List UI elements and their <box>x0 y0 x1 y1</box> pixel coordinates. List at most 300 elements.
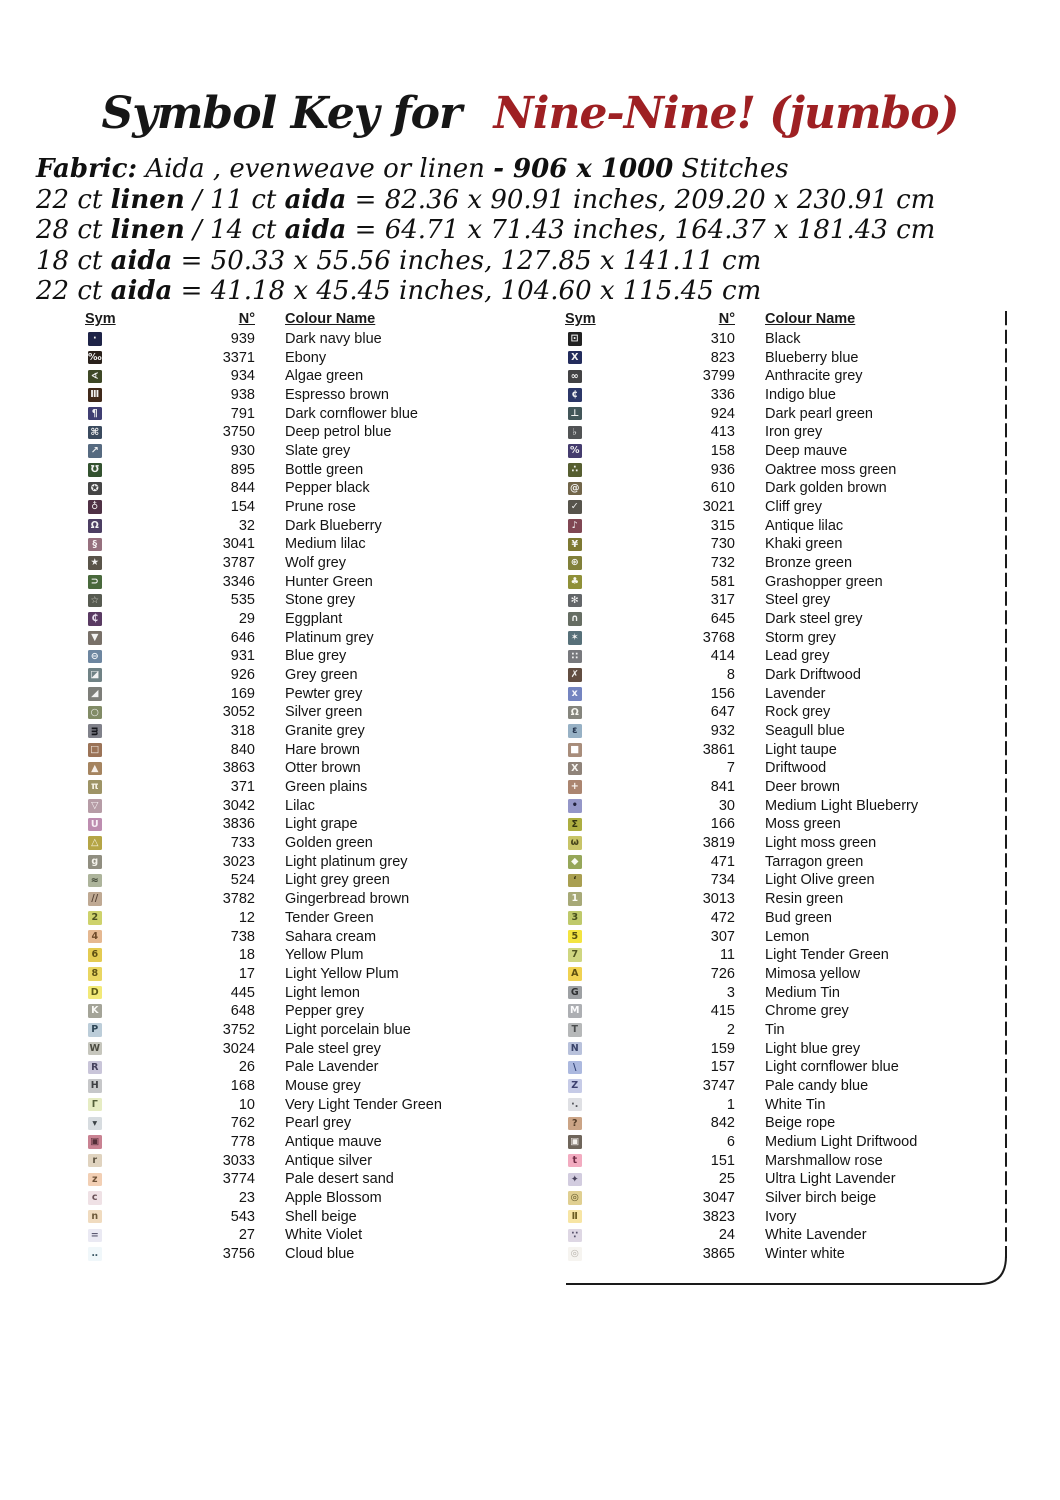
symbol-swatch: □ <box>88 743 102 757</box>
table-row <box>565 722 1025 741</box>
color-name: Medium lilac <box>285 536 366 553</box>
table-row <box>85 1021 545 1040</box>
table-row <box>85 1058 545 1077</box>
col-header-number: N° <box>238 311 255 327</box>
color-number: 3756 <box>222 1245 255 1262</box>
table-row <box>85 1245 545 1264</box>
symbol-swatch: ¢ <box>568 388 582 402</box>
table-row <box>565 834 1025 853</box>
fabric-text: = 64.71 x 71.43 inches, 164.37 x 181.43 cm <box>346 215 936 246</box>
color-name: Antique lilac <box>765 517 844 534</box>
color-number: 840 <box>230 741 255 758</box>
fabric-text-bold: Fabric: <box>36 154 138 184</box>
symbol-swatch: ¶ <box>88 407 102 421</box>
color-name: Tin <box>765 1021 785 1038</box>
color-name: Sahara cream <box>285 928 377 945</box>
symbol-swatch: ᴟ <box>88 724 102 738</box>
color-number: 10 <box>238 1096 255 1113</box>
color-number: 168 <box>230 1077 255 1094</box>
symbol-swatch: ♣ <box>568 575 582 589</box>
table-row <box>565 778 1025 797</box>
color-name: Gingerbread brown <box>285 891 410 908</box>
symbol-swatch: ℧ <box>88 463 102 477</box>
table-row <box>85 479 545 498</box>
symbol-swatch: ★ <box>88 556 102 570</box>
color-number: 3023 <box>222 853 255 870</box>
color-number: 535 <box>230 592 255 609</box>
color-name: Otter brown <box>285 760 361 777</box>
symbol-swatch: 6 <box>88 948 102 962</box>
color-name: Very Light Tender Green <box>285 1096 442 1113</box>
symbol-swatch: ▽ <box>88 799 102 813</box>
table-row <box>565 666 1025 685</box>
color-name: Espresso brown <box>285 387 389 404</box>
symbol-swatch: + <box>568 780 582 794</box>
color-number: 310 <box>710 331 735 347</box>
table-row <box>565 647 1025 666</box>
table-row <box>565 517 1025 536</box>
symbol-swatch: ○ <box>88 706 102 720</box>
col-header-sym: Sym <box>85 311 116 327</box>
table-row <box>85 834 545 853</box>
color-number: 581 <box>710 573 735 590</box>
symbol-swatch: ‥ <box>88 1247 102 1261</box>
color-number: 931 <box>230 648 255 665</box>
symbol-swatch: % <box>569 445 580 457</box>
color-number: 371 <box>230 779 255 796</box>
color-name: Wolf grey <box>285 555 346 572</box>
table-row <box>85 1208 545 1227</box>
color-name: White Lavender <box>765 1227 867 1244</box>
color-number: 932 <box>710 723 735 740</box>
color-name: Silver green <box>285 704 363 721</box>
table-row <box>565 1096 1025 1115</box>
color-number: 934 <box>230 368 255 385</box>
symbol-swatch: Z <box>568 1079 582 1093</box>
color-number: 926 <box>230 667 255 684</box>
table-row <box>85 722 545 741</box>
table-row <box>85 330 545 349</box>
color-name: Shell beige <box>285 1208 357 1225</box>
color-name: Pale candy blue <box>765 1077 869 1094</box>
table-row <box>85 703 545 722</box>
color-number: 3819 <box>702 835 735 852</box>
table-row <box>85 1002 545 1021</box>
color-number: 738 <box>230 928 255 945</box>
color-name: Platinum grey <box>285 629 374 646</box>
color-name: Granite grey <box>285 723 365 740</box>
symbol-swatch: N <box>568 1042 582 1056</box>
table-row <box>565 629 1025 648</box>
color-number: 318 <box>230 723 255 740</box>
col-header-number: N° <box>718 311 735 327</box>
color-number: 158 <box>710 443 735 460</box>
table-row <box>85 1152 545 1171</box>
color-name: Prune rose <box>285 499 356 516</box>
table-row <box>565 554 1025 573</box>
symbol-swatch: ∴ <box>568 463 582 477</box>
table-row <box>565 928 1025 947</box>
color-number: 3013 <box>702 891 735 908</box>
color-name: Bottle green <box>285 461 364 478</box>
color-number: 11 <box>719 947 735 964</box>
symbol-swatch: ◎ <box>568 1191 582 1205</box>
color-number: 154 <box>230 499 255 516</box>
color-name: Medium Light Driftwood <box>765 1133 918 1150</box>
table-row <box>85 946 545 965</box>
symbol-swatch: 5 <box>568 930 582 944</box>
color-number: 26 <box>238 1059 255 1076</box>
symbol-swatch: ✗ <box>568 668 582 682</box>
fabric-text: Aida , evenweave or linen <box>137 154 494 184</box>
color-name: Antique silver <box>285 1152 373 1169</box>
table-header-left <box>85 311 545 330</box>
table-row <box>85 1077 545 1096</box>
color-name: Stone grey <box>285 592 356 609</box>
table-row <box>565 965 1025 984</box>
color-name: White Tin <box>765 1096 826 1113</box>
color-number: 336 <box>710 387 735 404</box>
symbol-swatch: c <box>88 1191 102 1205</box>
color-name: Lead grey <box>765 648 830 665</box>
color-number: 2 <box>726 1021 735 1038</box>
color-name: Lavender <box>765 685 826 702</box>
symbol-swatch: ¥ <box>568 538 582 552</box>
table-row <box>85 984 545 1003</box>
color-name: Tarragon green <box>765 853 864 870</box>
color-number: 23 <box>238 1189 255 1206</box>
color-name: Dark golden brown <box>765 480 887 497</box>
color-number: 3371 <box>222 349 255 366</box>
symbol-swatch: ∩ <box>568 612 582 626</box>
table-row <box>565 741 1025 760</box>
color-name: Ivory <box>765 1208 797 1225</box>
table-row <box>565 1002 1025 1021</box>
color-number: 3836 <box>222 816 255 833</box>
color-number: 762 <box>230 1115 255 1132</box>
symbol-swatch: ·. <box>568 1098 582 1112</box>
color-name: Algae green <box>285 368 364 385</box>
color-number: 823 <box>710 349 735 366</box>
page-title-name: Nine-Nine! (jumbo) <box>493 88 959 139</box>
symbol-swatch: π <box>88 780 102 794</box>
table-row <box>565 535 1025 554</box>
color-name: Dark navy blue <box>285 331 382 347</box>
table-row <box>565 405 1025 424</box>
fabric-text: = 50.33 x 55.56 inches, 127.85 x 141.11 cm <box>172 245 762 276</box>
color-name: Light taupe <box>765 741 837 758</box>
color-number: 3782 <box>222 891 255 908</box>
table-row <box>85 1114 545 1133</box>
table-row <box>565 890 1025 909</box>
fabric-text-bold: - 906 x 1000 <box>493 154 674 184</box>
symbol-table-right <box>565 311 1025 1264</box>
symbol-swatch: X <box>568 351 582 365</box>
table-row <box>565 703 1025 722</box>
color-name: Hunter Green <box>285 573 373 590</box>
symbol-swatch: x <box>568 687 582 701</box>
table-row <box>565 815 1025 834</box>
symbol-swatch: ε <box>568 724 582 738</box>
table-row <box>85 367 545 386</box>
color-number: 445 <box>230 984 255 1001</box>
symbol-swatch: ■ <box>568 743 582 757</box>
color-number: 166 <box>710 816 735 833</box>
table-row <box>565 498 1025 517</box>
color-name: Pepper black <box>285 480 370 497</box>
table-row <box>85 498 545 517</box>
table-row <box>565 1170 1025 1189</box>
color-number: 3774 <box>222 1171 255 1188</box>
table-row <box>565 1245 1025 1264</box>
color-name: Hare brown <box>285 741 360 758</box>
color-name: Blue grey <box>285 648 347 665</box>
symbol-swatch: g <box>88 855 102 869</box>
symbol-swatch: ω <box>568 836 582 850</box>
color-number: 3865 <box>702 1245 735 1262</box>
color-number: 3042 <box>222 797 255 814</box>
fabric-text: = 41.18 x 45.45 inches, 104.60 x 115.45 cm <box>172 276 762 307</box>
symbol-swatch: // <box>88 892 102 906</box>
color-number: 6 <box>726 1133 735 1150</box>
color-name: Moss green <box>765 816 841 833</box>
table-row <box>85 1226 545 1245</box>
color-number: 844 <box>230 480 255 497</box>
color-number: 415 <box>710 1003 735 1020</box>
symbol-swatch: U <box>88 818 102 832</box>
symbol-swatch: W <box>89 1042 100 1054</box>
symbol-swatch: t <box>568 1154 582 1168</box>
color-number: 413 <box>710 424 735 441</box>
table-row <box>565 797 1025 816</box>
symbol-swatch: • <box>568 799 582 813</box>
color-name: Antique mauve <box>285 1133 382 1150</box>
color-number: 471 <box>710 853 735 870</box>
color-number: 930 <box>230 443 255 460</box>
color-name: White Violet <box>285 1227 363 1244</box>
table-row <box>85 1133 545 1152</box>
color-number: 3021 <box>702 499 735 516</box>
color-name: Light porcelain blue <box>285 1021 411 1038</box>
table-row <box>85 778 545 797</box>
color-number: 472 <box>710 909 735 926</box>
symbol-swatch: ≈ <box>88 874 102 888</box>
table-row <box>85 647 545 666</box>
color-name: Ebony <box>285 349 327 366</box>
color-name: Cliff grey <box>765 499 822 516</box>
color-number: 317 <box>710 592 735 609</box>
symbol-swatch: ∷ <box>568 650 582 664</box>
table-row <box>565 1208 1025 1227</box>
table-row <box>565 610 1025 629</box>
color-name: Yellow Plum <box>285 947 364 964</box>
color-name: Pewter grey <box>285 685 363 702</box>
color-name: Black <box>765 331 801 347</box>
color-number: 3787 <box>222 555 255 572</box>
color-name: Bud green <box>765 909 832 926</box>
table-row <box>85 573 545 592</box>
table-row <box>85 386 545 405</box>
table-row <box>565 853 1025 872</box>
color-number: 3747 <box>702 1077 735 1094</box>
table-row <box>85 666 545 685</box>
color-name: Cloud blue <box>285 1245 355 1262</box>
color-number: 17 <box>238 965 255 982</box>
color-number: 647 <box>710 704 735 721</box>
color-number: 3863 <box>222 760 255 777</box>
symbol-swatch: M <box>568 1004 582 1018</box>
page-title <box>0 88 1060 139</box>
table-row <box>85 1096 545 1115</box>
color-number: 27 <box>238 1227 255 1244</box>
symbol-swatch: 7 <box>568 948 582 962</box>
symbol-swatch: ‰ <box>88 351 102 363</box>
color-number: 791 <box>230 405 255 422</box>
color-name: Pale desert sand <box>285 1171 394 1188</box>
symbol-swatch: A <box>568 967 582 981</box>
table-row <box>85 442 545 461</box>
symbol-swatch: n <box>88 1210 102 1224</box>
color-name: Anthracite grey <box>765 368 863 385</box>
fabric-text-bold: linen <box>110 215 185 246</box>
color-name: Dark steel grey <box>765 611 863 628</box>
symbol-swatch: Γ <box>88 1098 102 1112</box>
color-number: 778 <box>230 1133 255 1150</box>
symbol-swatch: P <box>88 1023 102 1037</box>
color-number: 3768 <box>702 629 735 646</box>
table-row <box>565 946 1025 965</box>
table-row <box>85 853 545 872</box>
color-name: Light grape <box>285 816 358 833</box>
symbol-swatch: ◎ <box>568 1247 582 1261</box>
symbol-swatch: ✪ <box>88 482 102 496</box>
color-name: Deer brown <box>765 779 840 796</box>
table-row <box>85 815 545 834</box>
color-name: Light Tender Green <box>765 947 889 964</box>
table-row <box>85 1189 545 1208</box>
fabric-line <box>36 215 936 246</box>
table-row <box>85 591 545 610</box>
color-name: Bronze green <box>765 555 853 572</box>
color-name: Khaki green <box>765 536 843 553</box>
color-number: 610 <box>710 480 735 497</box>
color-number: 939 <box>230 331 255 347</box>
color-name: Eggplant <box>285 611 343 628</box>
color-name: Storm grey <box>765 629 836 646</box>
table-row <box>565 423 1025 442</box>
table-row <box>565 479 1025 498</box>
color-number: 25 <box>718 1171 735 1188</box>
symbol-swatch: z <box>88 1173 102 1187</box>
color-number: 938 <box>230 387 255 404</box>
color-number: 543 <box>230 1208 255 1225</box>
color-name: Pale Lavender <box>285 1059 379 1076</box>
table-row <box>565 984 1025 1003</box>
fabric-text: / 11 ct <box>184 184 285 215</box>
symbol-swatch: ▲ <box>88 762 102 776</box>
color-name: Medium Tin <box>765 984 840 1001</box>
color-name: Indigo blue <box>765 387 836 404</box>
color-number: 3861 <box>702 741 735 758</box>
symbol-swatch: R <box>88 1061 102 1075</box>
fabric-text-bold: aida <box>284 215 347 246</box>
color-name: Pearl grey <box>285 1115 352 1132</box>
fabric-text: 22 ct <box>36 184 111 215</box>
color-number: 524 <box>230 872 255 889</box>
color-number: 3041 <box>222 536 255 553</box>
symbol-swatch: 2 <box>88 911 102 925</box>
table-row <box>85 928 545 947</box>
table-body-left <box>85 330 545 1264</box>
col-header-colour-name: Colour Name <box>765 311 856 327</box>
fabric-text-bold: linen <box>110 184 185 215</box>
fabric-line <box>36 246 936 277</box>
color-number: 3799 <box>702 368 735 385</box>
color-number: 648 <box>230 1003 255 1020</box>
symbol-swatch: G <box>568 986 582 1000</box>
symbol-swatch: ∵ <box>568 1229 582 1243</box>
color-number: 3823 <box>702 1208 735 1225</box>
table-row <box>85 965 545 984</box>
color-name: Silver birch beige <box>765 1189 877 1206</box>
fabric-text: Stitches <box>673 154 789 184</box>
color-name: Dark cornflower blue <box>285 405 418 422</box>
color-name: Driftwood <box>765 760 827 777</box>
color-number: 3024 <box>222 1040 255 1057</box>
symbol-swatch: ⊃ <box>88 575 102 589</box>
color-name: Resin green <box>765 891 844 908</box>
color-number: 159 <box>710 1040 735 1057</box>
symbol-swatch: ⊛ <box>568 556 582 570</box>
table-row <box>565 1058 1025 1077</box>
color-number: 32 <box>238 517 255 534</box>
color-number: 842 <box>710 1115 735 1132</box>
color-number: 726 <box>710 965 735 982</box>
table-row <box>565 1152 1025 1171</box>
color-number: 936 <box>710 461 735 478</box>
color-number: 733 <box>230 835 255 852</box>
color-number: 1 <box>726 1096 735 1113</box>
color-number: 307 <box>710 928 735 945</box>
symbol-swatch: △ <box>88 836 102 850</box>
symbol-swatch: ▾ <box>88 1117 102 1131</box>
symbol-swatch: = <box>88 1229 102 1243</box>
symbol-swatch: ✦ <box>568 1173 582 1187</box>
symbol-swatch: ✶ <box>568 631 582 645</box>
color-number: 315 <box>710 517 735 534</box>
symbol-swatch: H <box>88 1079 102 1093</box>
color-name: Steel grey <box>765 592 831 609</box>
table-row <box>565 759 1025 778</box>
symbol-swatch: ✓ <box>568 500 582 514</box>
color-name: Apple Blossom <box>285 1189 382 1206</box>
table-row <box>565 1133 1025 1152</box>
fabric-text-bold: aida <box>110 276 173 307</box>
fabric-line <box>36 154 936 185</box>
fabric-line <box>36 185 936 216</box>
color-name: Grashopper green <box>765 573 883 590</box>
table-row <box>85 461 545 480</box>
color-name: Slate grey <box>285 443 351 460</box>
symbol-swatch: ♪ <box>568 519 582 533</box>
symbol-swatch: ♁ <box>88 500 102 514</box>
color-name: Mouse grey <box>285 1077 361 1094</box>
color-number: 734 <box>710 872 735 889</box>
color-number: 841 <box>710 779 735 796</box>
color-name: Lemon <box>765 928 810 945</box>
color-name: Medium Light Blueberry <box>765 797 919 814</box>
table-row <box>85 405 545 424</box>
